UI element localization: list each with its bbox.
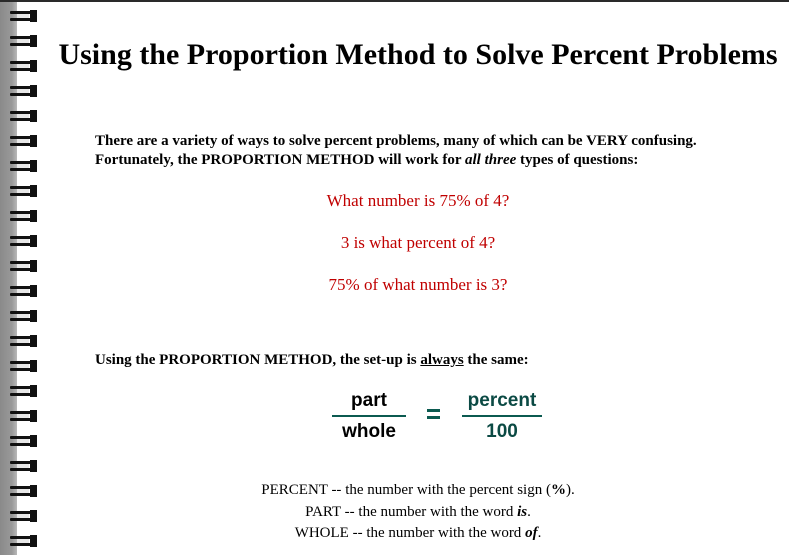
binding-ring-icon <box>10 310 36 322</box>
binding-ring-icon <box>10 410 36 422</box>
setup-underlined: always <box>420 352 464 368</box>
question-3: 75% of what number is 3? <box>328 275 508 294</box>
intro-paragraph <box>95 132 775 170</box>
definition-separator: -- <box>348 525 367 541</box>
definition-emphasis: of <box>525 525 538 541</box>
binding-ring-icon <box>10 85 36 97</box>
binding-ring-icon <box>10 235 36 247</box>
binding-ring-icon <box>10 460 36 472</box>
part-whole-fraction <box>332 388 406 444</box>
question-1: What number is 75% of 4? <box>326 191 510 210</box>
notebook-page <box>40 0 789 555</box>
binding-ring-icon <box>10 485 36 497</box>
equals-sign <box>427 409 440 423</box>
definition-term: WHOLE <box>294 525 349 541</box>
part-label: part <box>351 390 387 411</box>
binding-ring-icon <box>10 10 36 22</box>
setup-statement <box>95 352 695 369</box>
intro-emphasis: all three <box>465 152 517 168</box>
definition-text: the number with the word <box>366 525 526 541</box>
binding-ring-icon <box>10 160 36 172</box>
binding-ring-icon <box>10 435 36 447</box>
binding-ring-icon <box>10 110 36 122</box>
definition-text: the number with the word <box>358 503 518 520</box>
binding-ring-icon <box>10 60 36 72</box>
setup-text-start: Using the PROPORTION METHOD, the set-up is <box>95 352 421 368</box>
fraction-bar-left <box>332 415 406 417</box>
binding-ring-icon <box>10 285 36 297</box>
hundred-label: 100 <box>486 421 518 442</box>
page-title: Using the Proportion Method to Solve Percent Problems <box>58 38 778 71</box>
binding-ring-icon <box>10 210 36 222</box>
proportion-formula <box>330 388 570 448</box>
whole-label: whole <box>342 421 396 442</box>
definition-end: . <box>527 503 531 520</box>
binding-ring-icon <box>10 510 36 522</box>
intro-line-1: There are a variety of ways to solve percent problems, many of which can be VERY confusing. <box>95 133 697 149</box>
binding-ring-icon <box>10 335 36 347</box>
percent-100-fraction <box>462 388 542 444</box>
binding-ring-icon <box>10 535 36 547</box>
intro-line-2-start: Fortunately, the PROPORTION METHOD will work for <box>95 152 466 168</box>
definition-separator: -- <box>327 482 346 498</box>
binding-ring-icon <box>10 135 36 147</box>
fraction-bar-right <box>462 415 542 417</box>
binding-ring-icon <box>10 260 36 272</box>
setup-text-end: the same: <box>463 352 529 368</box>
definition-percent <box>40 480 789 502</box>
definition-term: PERCENT <box>261 482 328 498</box>
binding-ring-icon <box>10 360 36 372</box>
definition-term: PART <box>305 503 341 520</box>
binding-ring-icon <box>10 185 36 197</box>
percent-label: percent <box>467 390 537 411</box>
definition-emphasis: is <box>517 503 528 520</box>
question-list <box>40 190 789 316</box>
definitions-list <box>40 480 789 545</box>
definition-part <box>40 502 789 524</box>
spiral-binding <box>0 0 40 555</box>
definition-end: . <box>537 525 542 541</box>
intro-line-2-end: types of questions: <box>516 152 639 168</box>
definition-separator: -- <box>340 503 359 520</box>
definition-whole <box>40 523 789 545</box>
definition-text: the number with the percent sign ( <box>345 482 551 498</box>
definition-emphasis: % <box>550 482 566 498</box>
binding-ring-icon <box>10 35 36 47</box>
binding-ring-icon <box>10 385 36 397</box>
question-2: 3 is what percent of 4? <box>340 233 496 252</box>
definition-end: ). <box>565 482 575 498</box>
